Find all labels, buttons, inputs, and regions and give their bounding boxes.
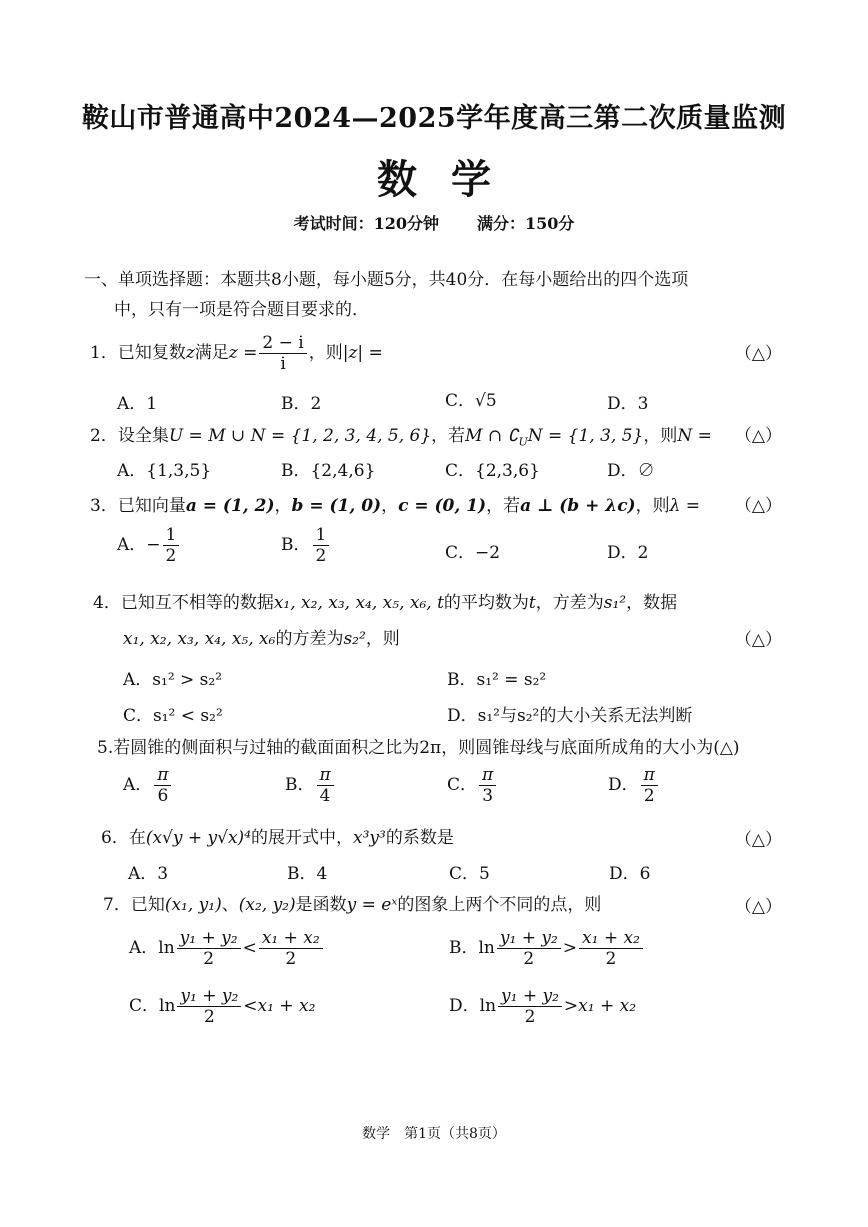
frac xyxy=(177,928,241,969)
q1-frac-num: 2 − i xyxy=(259,333,306,354)
q6-option-a: A．3 xyxy=(128,864,169,884)
q3-ask: λ = xyxy=(669,496,701,516)
relation: > xyxy=(562,938,578,958)
frac-den: 2 xyxy=(524,1007,536,1027)
q4-data-1: x₁, x₂, x₃, x₄, x₅, x₆, t xyxy=(273,593,444,613)
frac xyxy=(579,928,643,969)
q2-ask: N = xyxy=(677,426,712,446)
q3-option-b xyxy=(281,525,331,566)
option-label: D． xyxy=(449,996,480,1016)
ln: ln xyxy=(478,938,495,958)
q1-option-b: B．2 xyxy=(281,394,322,414)
q4-option-d: D．s₁²与s₂²的大小关系无法判断 xyxy=(447,706,693,726)
exam-info xyxy=(0,211,868,234)
q2-text-c: ，则 xyxy=(643,426,678,446)
q4-data-2: x₁, x₂, x₃, x₄, x₅, x₆ xyxy=(123,629,276,649)
question-4-stem-line2 xyxy=(123,624,400,649)
q4-option-c: C．s₁² < s₂² xyxy=(123,706,223,726)
frac xyxy=(498,986,562,1027)
question-4-stem-line1 xyxy=(93,588,677,613)
relation: < xyxy=(242,938,257,958)
q7-option-c xyxy=(129,986,315,1027)
x-sum: x₁ + x₂ xyxy=(257,996,316,1016)
q7-text-b: 是函数 xyxy=(295,895,347,915)
x-sum: x₁ + x₂ xyxy=(578,996,637,1016)
frac-num: π xyxy=(154,765,171,786)
q6-expression: (x√y + y√x)⁴ xyxy=(145,828,252,848)
answer-mark-6: （△） xyxy=(734,830,782,850)
q4-text-d: ，数据 xyxy=(626,593,678,613)
q2-text-b: ，若 xyxy=(431,426,466,446)
question-3-stem: 3．已知向量a = (1, 2)，b = (1, 0)，c = (0, 1)，若a ⊥ (b + λc)，则λ = xyxy=(90,496,701,516)
q3-text-b: ，若 xyxy=(486,496,521,516)
question-5-stem: 5.若圆锥的侧面积与过轴的截面面积之比为2π，则圆锥母线与底面所成角的大小为(△) xyxy=(97,738,740,758)
q7-point-2: (x₂, y₂) xyxy=(238,895,296,915)
frac-num: x₁ + x₂ xyxy=(579,928,643,949)
q1-frac-den: i xyxy=(280,354,286,374)
question-number: 1． xyxy=(90,343,118,363)
question-number: 7． xyxy=(103,895,131,915)
frac-den: 3 xyxy=(482,786,494,806)
q7-text-a: 已知 xyxy=(130,895,165,915)
q1-option-c: C．√5 xyxy=(445,391,497,411)
option-label: C． xyxy=(129,996,160,1016)
section-line-1: 一、单项选择题：本题共8小题，每小题5分，共40分．在每小题给出的四个选项 xyxy=(84,270,689,290)
q7-option-b xyxy=(449,928,645,969)
q4-text-c: ，方差为 xyxy=(535,593,604,613)
option-label: A． xyxy=(123,775,153,795)
q5-option-b xyxy=(285,765,336,806)
q1-option-a: A．1 xyxy=(117,394,158,414)
option-label: C． xyxy=(447,775,478,795)
q1-var-z: z xyxy=(185,343,195,363)
q4-option-a: A．s₁² > s₂² xyxy=(123,670,223,690)
q1-text-c: ，则 xyxy=(308,343,343,363)
q3-option-c: C．−2 xyxy=(445,543,501,563)
q6-option-c: C．5 xyxy=(449,864,490,884)
frac-den: 6 xyxy=(157,786,169,806)
answer-mark-2: （△） xyxy=(734,426,782,446)
q5-option-a xyxy=(123,765,173,806)
frac-num: 1 xyxy=(163,525,180,546)
q4-s1: s₁² xyxy=(603,593,627,613)
q4-var-t: t xyxy=(528,593,536,613)
question-7-stem xyxy=(103,890,601,915)
frac-den: 2 xyxy=(203,1007,215,1027)
question-number: 2． xyxy=(90,426,118,446)
q2-option-a: A．{1,3,5} xyxy=(117,461,212,481)
q3-opt-a-sign: − xyxy=(146,535,161,555)
q6-text-c: 的系数是 xyxy=(385,828,454,848)
q2-set-u: U = M ∪ N = {1, 2, 3, 4, 5, 6} xyxy=(168,426,432,446)
frac-den: 2 xyxy=(203,949,215,969)
q2-option-b: B．{2,4,6} xyxy=(281,461,376,481)
q6-option-b: B．4 xyxy=(287,864,328,884)
frac-num: 1 xyxy=(313,525,330,546)
ln: ln xyxy=(158,938,175,958)
answer-mark-1: （△） xyxy=(734,344,782,364)
q1-text-a: 已知复数 xyxy=(117,343,186,363)
question-6-stem xyxy=(101,823,454,848)
q3-cond: a ⊥ (b + λc) xyxy=(520,496,636,516)
full-score: 满分：150分 xyxy=(477,214,575,233)
section-line-2: 中，只有一项是符合题目要求的． xyxy=(114,300,369,320)
q5-opt-a-frac xyxy=(154,765,171,806)
answer-mark-3: （△） xyxy=(734,496,782,516)
q2-cond-tail: N = {1, 3, 5} xyxy=(527,426,644,446)
q3-option-a xyxy=(117,525,181,566)
frac xyxy=(177,986,241,1027)
q7-text-c: 的图象上两个不同的点，则 xyxy=(397,895,602,915)
frac-num: y₁ + y₂ xyxy=(177,928,241,949)
section-heading xyxy=(84,265,688,325)
frac-num: π xyxy=(479,765,496,786)
q2-text-a: 设全集 xyxy=(117,426,169,446)
q2-option-d: D．∅ xyxy=(607,461,655,481)
q5-opt-c-frac xyxy=(479,765,496,806)
q5-opt-d-frac xyxy=(641,765,658,806)
q2-option-c: C．{2,3,6} xyxy=(445,461,540,481)
q7-point-1: (x₁, y₁) xyxy=(164,895,222,915)
frac-num: y₁ + y₂ xyxy=(498,986,562,1007)
q5-option-d xyxy=(608,765,660,806)
exam-title: 鞍山市普通高中2024—2025学年度高三第二次质量监测 xyxy=(81,103,787,134)
answer-mark-7: （△） xyxy=(734,897,782,917)
frac-num: π xyxy=(317,765,334,786)
q6-text-a: 在 xyxy=(128,828,146,848)
question-number: 6． xyxy=(101,828,129,848)
frac-den: 2 xyxy=(643,786,655,806)
q2-cond: M ∩ ∁ xyxy=(465,426,519,446)
relation: > xyxy=(563,996,579,1016)
q7-function: y = eˣ xyxy=(346,895,398,915)
question-number: 3． xyxy=(90,496,118,516)
option-label: A． xyxy=(117,535,147,555)
ln: ln xyxy=(159,996,176,1016)
q3-option-d: D．2 xyxy=(607,543,649,563)
q3-vector-a: a = (1, 2) xyxy=(185,496,275,516)
q3-vector-c: c = (0, 1) xyxy=(398,496,487,516)
q7-option-a xyxy=(129,928,325,969)
question-2-stem xyxy=(90,421,712,448)
frac-den: 2 xyxy=(165,546,177,566)
option-label: B． xyxy=(285,775,315,795)
answer-mark-4: （△） xyxy=(734,630,782,650)
q1-fraction xyxy=(259,333,306,374)
frac-num: y₁ + y₂ xyxy=(177,986,241,1007)
subject-heading: 数学 xyxy=(377,156,525,203)
question-number: 4． xyxy=(93,593,121,613)
option-label: B． xyxy=(281,535,311,555)
q3-text-c: ，则 xyxy=(635,496,670,516)
q2-cond-sub: U xyxy=(518,435,528,449)
q1-option-d: D．3 xyxy=(607,394,649,414)
q3-text-a: 已知向量 xyxy=(117,496,186,516)
frac-num: y₁ + y₂ xyxy=(497,928,561,949)
frac-den: 4 xyxy=(319,786,331,806)
frac-den: 2 xyxy=(523,949,535,969)
frac-den: 2 xyxy=(605,949,617,969)
q4-text-b: 的平均数为 xyxy=(443,593,529,613)
q4-text-e: 的方差为 xyxy=(275,629,344,649)
q1-eq-lhs: z = xyxy=(228,343,258,363)
q1-text-b: 满足 xyxy=(194,343,229,363)
q6-term: x³y³ xyxy=(353,828,386,848)
ln: ln xyxy=(479,996,497,1016)
q4-s2: s₂² xyxy=(343,629,366,649)
q1-abs-z: |z| = xyxy=(342,343,383,363)
option-label: A． xyxy=(129,938,159,958)
question-1-stem xyxy=(90,333,383,374)
exam-time: 考试时间：120分钟 xyxy=(293,214,439,233)
q4-text-a: 已知互不相等的数据 xyxy=(120,593,274,613)
option-label: D． xyxy=(608,775,639,795)
q7-sep: 、 xyxy=(221,895,239,915)
q6-text-b: 的展开式中， xyxy=(251,828,354,848)
q7-option-d xyxy=(449,986,636,1027)
frac xyxy=(259,928,323,969)
option-label: B． xyxy=(449,938,479,958)
frac-den: 2 xyxy=(315,546,327,566)
q5-option-c xyxy=(447,765,498,806)
frac-den: 2 xyxy=(285,949,297,969)
frac-num: π xyxy=(641,765,658,786)
page-footer: 数学 第1页（共8页） xyxy=(362,1126,506,1142)
q5-opt-b-frac xyxy=(317,765,334,806)
frac-num: x₁ + x₂ xyxy=(259,928,323,949)
q3-opt-b-frac xyxy=(313,525,330,566)
q4-text-f: ，则 xyxy=(365,629,400,649)
q3-opt-a-frac xyxy=(163,525,180,566)
q6-option-d: D．6 xyxy=(609,864,651,884)
frac xyxy=(497,928,561,969)
q3-vector-b: b = (1, 0) xyxy=(291,496,382,516)
relation: < xyxy=(243,996,258,1016)
q4-option-b: B．s₁² = s₂² xyxy=(447,670,547,690)
